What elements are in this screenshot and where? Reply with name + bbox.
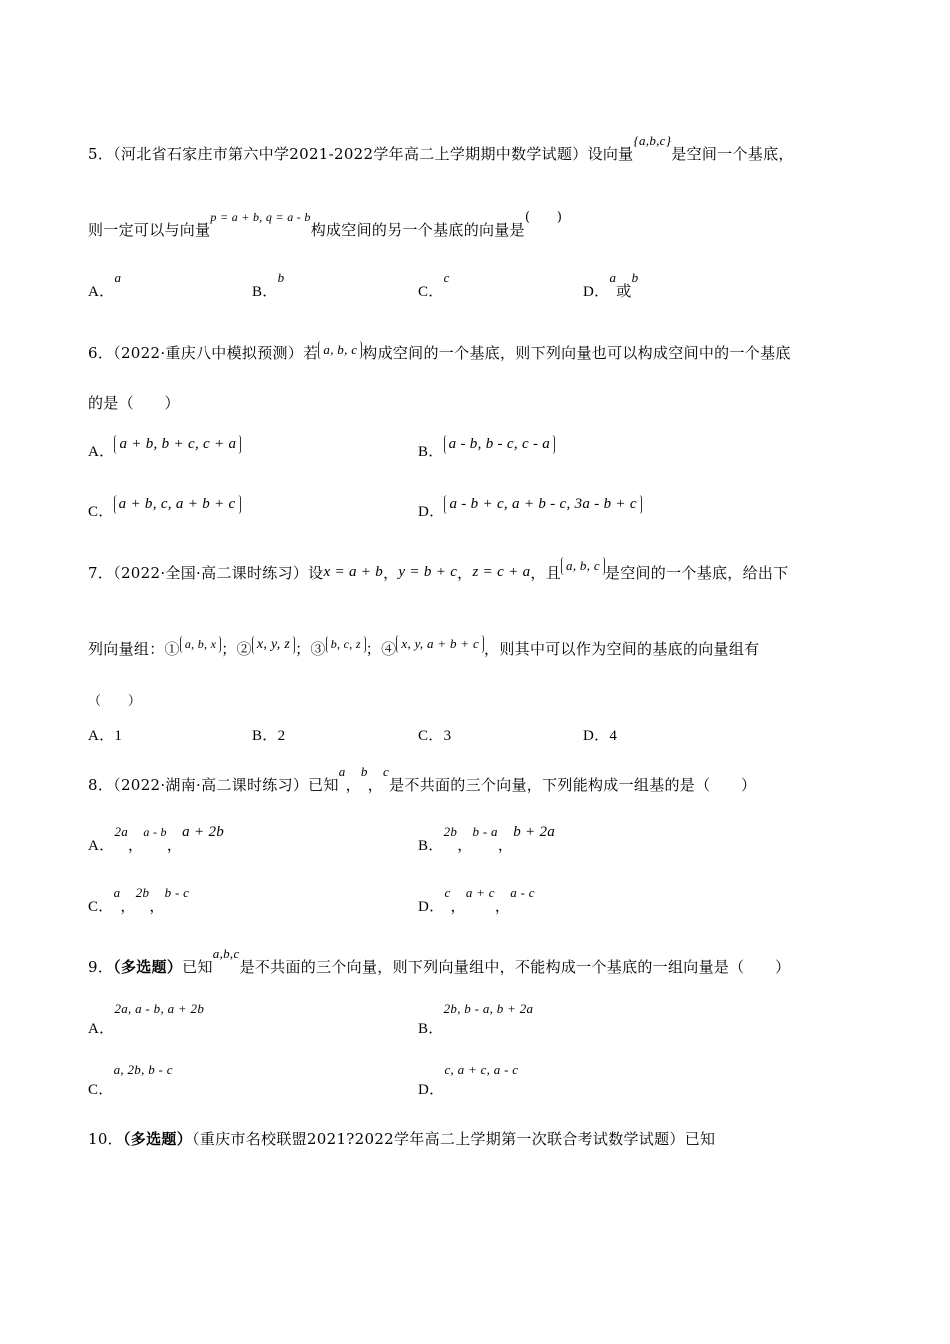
math-expression: p = a + b, q = a - b — [210, 210, 311, 224]
question-text: 是空间的一个基底，给出下 — [604, 564, 789, 582]
option-a: A．2a，$^{a - b}$，a + 2b — [88, 824, 225, 854]
math-expression: a, b, x — [180, 636, 221, 653]
math-expression: a — [609, 270, 617, 285]
question-number: 7． — [88, 564, 114, 582]
option-b: B．2b，b - a，b + 2a — [418, 824, 556, 854]
option-d: D．4 — [583, 728, 618, 744]
option-c: C．a, 2b, b - c — [88, 1062, 173, 1098]
question-5-line-1 — [88, 133, 890, 164]
math-expression: x = a + b — [323, 564, 384, 580]
question-tag: （多选题） — [113, 958, 183, 976]
math-expression: a, b, c — [561, 557, 605, 575]
question-9-line-1: 9．（多选题）已知a,b,c是不共面的三个向量，则下列向量组中，不能构成一个基底的一组向量是（ ） — [88, 946, 791, 976]
option-d: D． a - b + c, a + b - c, 3a - b + c — [418, 500, 642, 522]
question-text: ，则其中可以作为空间的基底的向量组有 — [484, 640, 760, 658]
question-text: 构成空间的另一个基底的向量是 — [310, 221, 525, 239]
question-10-line-1 — [88, 1128, 890, 1149]
option-c: C．c — [418, 270, 450, 300]
option-a: A．a — [88, 270, 122, 300]
option-a: A．1 — [88, 728, 123, 744]
option-d: D．a或b — [583, 270, 639, 300]
math-expression: 2b, b - a, b + 2a — [443, 1001, 534, 1016]
math-expression: x, y, a + b + c — [396, 635, 484, 653]
question-7-line-2: 列向量组：① a, b, x ；② x, y, z ；③ b, c, z ；④ x, y, a + b + c ，则其中可以作为空间的基底的向量组有 — [88, 636, 760, 658]
math-expression: 2a, a - b, a + 2b — [114, 1001, 205, 1016]
question-tag: （多选题） — [123, 1130, 193, 1148]
math-expression: a, b, c — [318, 341, 362, 359]
math-expression: c — [443, 270, 450, 285]
math-expression: a + b, b + c, c + a — [114, 435, 241, 454]
question-8-line-1: 8．（2022·湖南·高二课时练习）已知a，b，c是不共面的三个向量，下列能构成一组基的是（ ） — [88, 764, 757, 794]
math-expression: a — [114, 270, 122, 285]
answer-paren: （ ） — [88, 694, 142, 709]
question-text: 列向量组：① — [88, 640, 180, 658]
option-c: C．3 — [418, 728, 452, 744]
question-number: 8． — [88, 776, 114, 794]
option-b: B． a - b, b - c, c - a — [418, 440, 555, 462]
question-source: （2022·重庆八中模拟预测）若 — [113, 344, 319, 362]
math-expression: b — [360, 764, 368, 779]
math-expression: a,b,c — [212, 946, 240, 961]
question-text: 则一定可以与向量 — [88, 221, 211, 239]
question-text: 是不共面的三个向量，下列能构成一组基的是（ ） — [389, 776, 757, 794]
question-number: 5． — [88, 145, 114, 163]
question-text: 构成空间的一个基底，则下列向量也可以构成空间中的一个基底 — [362, 344, 791, 362]
math-expression: y = b + c — [398, 564, 458, 580]
question-text: 是空间一个基底， — [671, 145, 794, 163]
question-6-line-2 — [88, 392, 890, 413]
option-d: D．c, a + c, a - c — [418, 1062, 519, 1098]
math-expression: b — [277, 270, 285, 285]
option-a: A．2a, a - b, a + 2b — [88, 1001, 205, 1037]
math-expression: {a,b,c} — [633, 133, 672, 148]
question-source: （河北省石家庄市第六中学2021-2022学年高二上学期期中数学试题）设向量 — [113, 145, 634, 163]
math-expression: a - b + c, a + b - c, 3a - b + c — [444, 495, 641, 514]
math-expression: a — [338, 764, 346, 779]
math-expression: c, a + c, a - c — [444, 1062, 519, 1077]
math-expression: b, c, z — [326, 636, 366, 653]
question-6-line-1 — [88, 342, 890, 363]
question-number: 9． — [88, 958, 114, 976]
question-source: （2022·湖南·高二课时练习）已知 — [113, 776, 339, 794]
question-5-line-2 — [88, 210, 890, 240]
math-expression: z = c + a — [472, 564, 531, 580]
option-b: B．b — [252, 270, 285, 300]
answer-paren: ( ) — [524, 210, 563, 225]
option-b: B．2 — [252, 728, 286, 744]
math-expression: a - b, b - c, c - a — [444, 435, 556, 454]
option-c: C． a + b, c, a + b + c — [88, 500, 241, 522]
option-d: D．c，a + c，a - c — [418, 885, 535, 915]
question-source: （重庆市名校联盟2021?2022学年高二上学期第一次联合考试数学试题）已知 — [192, 1130, 716, 1148]
question-text: 是不共面的三个向量，则下列向量组中，不能构成一个基底的一组向量是（ ） — [239, 958, 791, 976]
question-source: （2022·全国·高二课时练习）设 — [113, 564, 324, 582]
question-7-line-3 — [88, 690, 890, 709]
math-expression: x, y, z — [252, 636, 295, 654]
question-number: 10． — [88, 1130, 123, 1148]
question-number: 6． — [88, 344, 114, 362]
math-expression: a, 2b, b - c — [113, 1062, 173, 1077]
question-text: 的是（ ） — [88, 394, 180, 412]
option-a: A． a + b, b + c, c + a — [88, 440, 241, 462]
math-expression: b — [631, 270, 639, 285]
question-7-line-1: 7．（2022·全国·高二课时练习）设x = a + b，y = b + c，z = c + a，且 a, b, c 是空间的一个基底，给出下 — [88, 558, 789, 582]
math-expression: c — [383, 764, 390, 779]
math-expression: a + b, c, a + b + c — [114, 495, 241, 514]
option-b: B．2b, b - a, b + 2a — [418, 1001, 534, 1037]
option-c: C．a，2b，b - c — [88, 885, 190, 915]
